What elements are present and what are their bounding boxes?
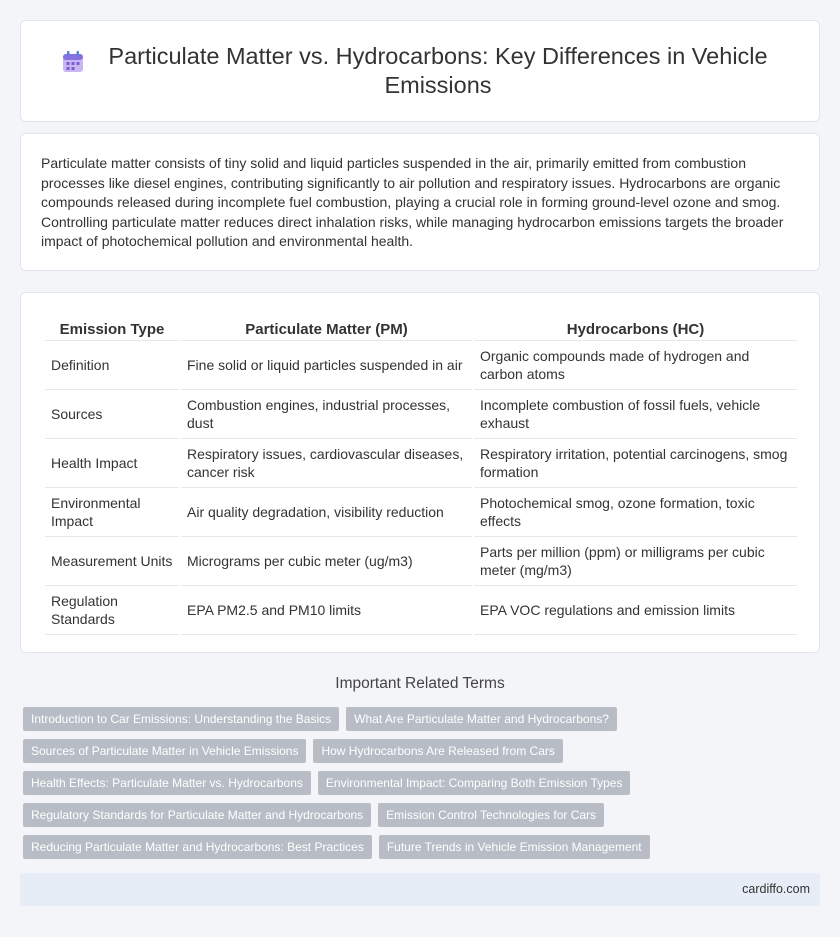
title-card bbox=[20, 20, 820, 122]
tag-row bbox=[23, 803, 823, 827]
table-cell: Health Impact bbox=[45, 439, 179, 488]
table-header-cell: Emission Type bbox=[45, 313, 179, 341]
related-terms-heading: Important Related Terms bbox=[335, 675, 505, 692]
table-cell: Micrograms per cubic meter (ug/m3) bbox=[181, 537, 472, 586]
table-cell: Incomplete combustion of fossil fuels, vehicle exhaust bbox=[474, 390, 797, 439]
table-cell: EPA PM2.5 and PM10 limits bbox=[181, 586, 472, 635]
related-term-link[interactable]: Environmental Impact: Comparing Both Emission Types bbox=[318, 771, 631, 795]
table-cell: Parts per million (ppm) or milligrams per cubic meter (mg/m3) bbox=[474, 537, 797, 586]
table-cell: Definition bbox=[45, 341, 179, 390]
title-wrap bbox=[60, 42, 780, 100]
related-term-link[interactable]: Reducing Particulate Matter and Hydrocarbons: Best Practices bbox=[23, 835, 372, 859]
related-term-link[interactable]: Health Effects: Particulate Matter vs. Hydrocarbons bbox=[23, 771, 311, 795]
table-row bbox=[45, 439, 797, 488]
table-cell: Sources bbox=[45, 390, 179, 439]
comparison-table-card bbox=[20, 292, 820, 653]
intro-paragraph: Particulate matter consists of tiny solid and liquid particles suspended in the air, primarily emitted from combustion processes like diesel engines, contributing significantly to air pollution and respiratory issues. Hydrocarbons are organic compounds released during incomplete fuel combustion, playing a crucial role in forming ground-level ozone and smog. Controlling particulate matter reduces direct inhalation risks, while managing hydrocarbon emissions targets the broader impact of photochemical pollution and environmental health. bbox=[41, 155, 784, 249]
table-cell: Organic compounds made of hydrogen and carbon atoms bbox=[474, 341, 797, 390]
related-term-link[interactable]: Introduction to Car Emissions: Understanding the Basics bbox=[23, 707, 339, 731]
table-row bbox=[45, 341, 797, 390]
related-term-link[interactable]: Future Trends in Vehicle Emission Management bbox=[379, 835, 650, 859]
site-link[interactable]: cardiffo.com bbox=[742, 882, 810, 896]
table-cell: EPA VOC regulations and emission limits bbox=[474, 586, 797, 635]
tag-row bbox=[23, 835, 823, 859]
related-term-link[interactable]: Emission Control Technologies for Cars bbox=[378, 803, 604, 827]
related-term-link[interactable]: Regulatory Standards for Particulate Matter and Hydrocarbons bbox=[23, 803, 371, 827]
table-cell: Respiratory irritation, potential carcinogens, smog formation bbox=[474, 439, 797, 488]
footer bbox=[20, 873, 820, 906]
table-cell: Respiratory issues, cardiovascular diseases, cancer risk bbox=[181, 439, 472, 488]
comparison-table bbox=[43, 313, 799, 635]
related-terms-list bbox=[23, 707, 823, 867]
calendar-icon bbox=[60, 49, 86, 75]
table-cell: Environmental Impact bbox=[45, 488, 179, 537]
tag-row bbox=[23, 707, 823, 731]
table-header-cell: Hydrocarbons (HC) bbox=[474, 313, 797, 341]
table-cell: Fine solid or liquid particles suspended in air bbox=[181, 341, 472, 390]
intro-card bbox=[20, 133, 820, 271]
related-term-link[interactable]: How Hydrocarbons Are Released from Cars bbox=[313, 739, 562, 763]
table-header-cell: Particulate Matter (PM) bbox=[181, 313, 472, 341]
page-title: Particulate Matter vs. Hydrocarbons: Key Differences in Vehicle Emissions bbox=[108, 43, 768, 98]
tag-row bbox=[23, 739, 823, 763]
related-term-link[interactable]: What Are Particulate Matter and Hydrocarbons? bbox=[346, 707, 617, 731]
table-row bbox=[45, 488, 797, 537]
tag-row bbox=[23, 771, 823, 795]
table-cell: Combustion engines, industrial processes, dust bbox=[181, 390, 472, 439]
table-row bbox=[45, 390, 797, 439]
table-row bbox=[45, 537, 797, 586]
related-term-link[interactable]: Sources of Particulate Matter in Vehicle Emissions bbox=[23, 739, 306, 763]
table-row bbox=[45, 586, 797, 635]
table-cell: Regulation Standards bbox=[45, 586, 179, 635]
table-cell: Air quality degradation, visibility reduction bbox=[181, 488, 472, 537]
table-header-row bbox=[45, 313, 797, 341]
table-cell: Measurement Units bbox=[45, 537, 179, 586]
table-cell: Photochemical smog, ozone formation, toxic effects bbox=[474, 488, 797, 537]
